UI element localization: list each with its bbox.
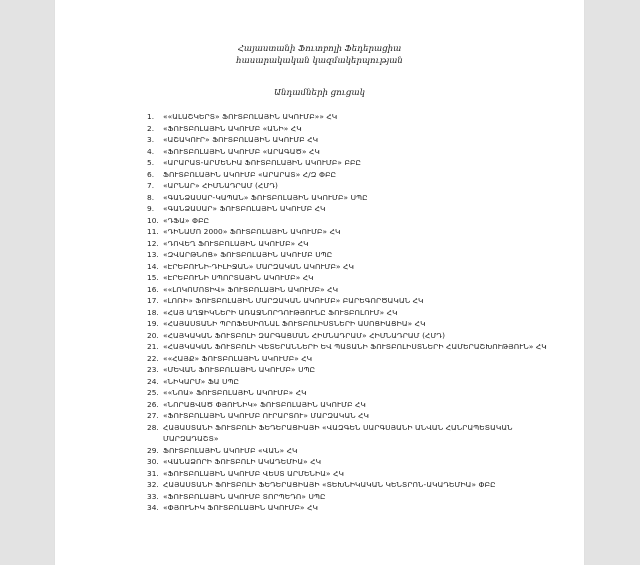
list-item	[147, 376, 557, 388]
item-number: 19.	[147, 319, 159, 328]
item-text: ««ՆՈԱ» ՖՈՒՏԲՈԼԱՅԻՆ ԱԿՈՒՄԲ» ՀԿ	[163, 388, 307, 397]
item-text: «ՖՈՒՏԲՈԼԱՅԻՆ ԱԿՈՒՄԲ «ԱՆԻ» ՀԿ	[163, 123, 302, 133]
list-item	[147, 169, 557, 181]
item-text: «ՀԱՅԱՍՏԱՆԻ ՊՐՈՖԵՍԻՈՆԱԼ ՖՈՒՏԲՈԼԻՍՏՆԵՐԻ ԱՍՈՑԻԱՑԻԱ» ՀԿ	[163, 319, 426, 328]
item-text: «ԷՐԵԲՈՒՆԻ-ԴԻԼԻՋԱՆ» ՄԱՐԶԱԿԱՆ ԱԿՈՒՄԲ» ՀԿ	[163, 261, 354, 271]
item-number: 34.	[147, 503, 159, 512]
item-number: 4.	[147, 146, 155, 156]
document-page	[55, 0, 584, 565]
item-number: 12.	[147, 238, 159, 248]
item-text: «ԷՐԵԲՈՒՆԻ ՍՊՈՐՏԱՅԻՆ ԱԿՈՒՄԲ» ՀԿ	[163, 273, 314, 282]
list-item	[147, 192, 557, 204]
item-number: 23.	[147, 365, 159, 374]
item-number: 6.	[147, 169, 155, 179]
list-item	[147, 238, 557, 250]
list-item	[147, 295, 557, 307]
list-item	[147, 307, 557, 319]
item-number: 25.	[147, 388, 159, 397]
list-item	[147, 272, 557, 284]
item-text: «ՖՈՒՏԲՈԼԱՅԻՆ ԱԿՈՒՄԲ ՎԵՍՏ ԱՐՄԵՆԻԱ» ՀԿ	[163, 468, 344, 478]
list-item	[147, 422, 557, 445]
list-item	[147, 318, 557, 330]
item-number: 14.	[147, 261, 159, 271]
item-number: 17.	[147, 296, 159, 305]
item-text: «ՄԵՎԱՆ ՖՈՒՏԲՈԼԱՅԻՆ ԱԿՈՒՄԲ» ՍՊԸ	[163, 365, 316, 374]
header-line-1: Հայաստանի Ֆուտբոլի Ֆեդերացիա	[237, 44, 402, 54]
list-item	[147, 399, 557, 411]
item-number: 8.	[147, 192, 155, 202]
member-list	[147, 111, 557, 514]
item-number: 20.	[147, 330, 159, 340]
item-number: 2.	[147, 123, 155, 133]
list-item	[147, 353, 557, 365]
list-item	[147, 215, 557, 227]
list-item	[147, 445, 557, 457]
list-item	[147, 502, 557, 514]
list-item	[147, 146, 557, 158]
list-item	[147, 479, 557, 491]
item-number: 11.	[147, 227, 159, 236]
item-number: 33.	[147, 491, 159, 501]
item-text: «ՀԱՅԿԱԿԱՆ ՖՈՒՏԲՈԼԻ ՎԵՏԵՐԱՆՆԵՐԻ ԵՎ ՊԱՏԱՆԻ ՖՈՒՏԲՈԼԻՍՏՆԵՐԻ ՀԱՄԵՐԱՇԽՈՒԹՅՈՒՆ» ՀԿ	[163, 342, 547, 351]
item-text: «ՓՅՈՒՆԻԿ ՖՈՒՏԲՈԼԱՅԻՆ ԱԿՈՒՄԲ» ՀԿ	[163, 503, 318, 512]
item-text: «ԶՎԱՐԹՆՈՑ» ՖՈՒՏԲՈԼԱՅԻՆ ԱԿՈՒՄԲ ՍՊԸ	[163, 250, 333, 259]
list-item	[147, 180, 557, 192]
item-number: 31.	[147, 468, 159, 478]
item-number: 21.	[147, 342, 159, 351]
item-number: 3.	[147, 135, 155, 144]
item-text: «ՖՈՒՏԲՈԼԱՅԻՆ ԱԿՈՒՄԲ «ԱՐԱԳԱԾ» ՀԿ	[163, 146, 320, 156]
list-item	[147, 157, 557, 169]
list-item	[147, 111, 557, 123]
item-text: «ՀԱՅԿԱԿԱՆ ՖՈՒՏԲՈԼԻ ԶԱՐԳԱՑՄԱՆ ՀԻՄՆԱԴՐԱՄ» ՀԻՄՆԱԴՐԱՄ (ՀՄԴ)	[163, 330, 446, 340]
list-item	[147, 491, 557, 503]
list-item	[147, 284, 557, 296]
list-item	[147, 364, 557, 376]
item-text: ՀԱՅԱՍՏԱՆԻ ՖՈՒՏԲՈԼԻ ՖԵԴԵՐԱՑԻԱՅԻ «ՏԵԽՆԻԿԱԿԱՆ ԿԵՆՏՐՈՆ-ԱԿԱԴԵՄԻԱ» ՓԲԸ	[163, 480, 496, 489]
item-text: «ԱՇԱԿՈՒՐ» ՖՈՒՏԲՈԼԱՅԻՆ ԱԿՈՒՄԲ ՀԿ	[163, 135, 319, 144]
list-item	[147, 387, 557, 399]
item-number: 1.	[147, 112, 155, 121]
item-text: ««ԼՈԿՈՄՈՏԻՎ» ՖՈՒՏԲՈԼԱՅԻՆ ԱԿՈՒՄԲ» ՀԿ	[163, 284, 339, 294]
list-item	[147, 123, 557, 135]
item-number: 22.	[147, 353, 159, 363]
item-text: ՀԱՅԱՍՏԱՆԻ ՖՈՒՏԲՈԼԻ ՖԵԴԵՐԱՑԻԱՅԻ «ՎԱԶԳԵՆ ՍԱՐԳՍՅԱՆԻ ԱՆՎԱՆ ՀԱՆՐԱՊԵՏԱԿԱՆ ՄԱՐԶԱԴԱՇՏ»	[163, 422, 513, 443]
item-number: 16.	[147, 284, 159, 294]
item-number: 5.	[147, 158, 155, 167]
item-text: «ՀԱՅ ԱՂՋԻԿՆԵՐԻ ԱՌԱՋՆՈՐԴՈՒԹՅՈՒՆԸ ՖՈՒՏԲՈԼՈՒՄ» ՀԿ	[163, 307, 398, 317]
item-text: ՖՈՒՏԲՈԼԱՅԻՆ ԱԿՈՒՄԲ «ԱՐԱՐԱՏ» Հ/Զ ՓԲԸ	[163, 169, 337, 179]
item-number: 24.	[147, 376, 159, 386]
item-text: «ԴՖԱ» ՓԲԸ	[163, 215, 210, 225]
list-title: Անդամների ցուցակ	[274, 88, 365, 98]
item-text: «ԳԱՆՁԱՍԱՐ-ԿԱՊԱՆ» ՖՈՒՏԲՈԼԱՅԻՆ ԱԿՈՒՄԲ» ՍՊԸ	[163, 192, 368, 202]
item-number: 29.	[147, 445, 159, 455]
item-text: «ՎԱՆԱՁՈՐԻ ՖՈՒՏԲՈԼԻ ԱԿԱԴԵՄԻԱ» ՀԿ	[163, 457, 322, 466]
item-number: 26.	[147, 399, 159, 409]
item-text: «ՆՈՐԱՑՎԱԾ ՓՅՈՒՆԻԿ» ՖՈՒՏԲՈԼԱՅԻՆ ԱԿՈՒՄԲ ՀԿ	[163, 399, 366, 409]
item-text: ՖՈՒՏԲՈԼԱՅԻՆ ԱԿՈՒՄԲ «ՎԱՆ» ՀԿ	[163, 445, 298, 455]
item-text: «ՆԻԿԱՐՄ» ՖԱ ՍՊԸ	[163, 376, 240, 386]
item-text: «ՖՈՒՏԲՈԼԱՅԻՆ ԱԿՈՒՄԲ ՈՒՐԱՐՏՈՒ» ՄԱՐԶԱԿԱՆ ՀԿ	[163, 411, 370, 420]
item-number: 13.	[147, 250, 159, 259]
item-text: «ՖՈՒՏԲՈԼԱՅԻՆ ԱԿՈՒՄԲ ՏՈՐՊԵԴՈ» ՍՊԸ	[163, 491, 326, 501]
item-text: ««ՀԱՅՔ» ՖՈՒՏԲՈԼԱՅԻՆ ԱԿՈՒՄԲ» ՀԿ	[163, 353, 313, 363]
item-text: «ԴՈՎԵՂ ՖՈՒՏԲՈԼԱՅԻՆ ԱԿՈՒՄԲ» ՀԿ	[163, 238, 309, 248]
item-text: «ԱՐՆԱՐ» ՀԻՄՆԱԴՐԱՄ (ՀՄԴ)	[163, 181, 278, 190]
list-item	[147, 341, 557, 353]
list-item	[147, 134, 557, 146]
list-item	[147, 261, 557, 273]
item-number: 7.	[147, 181, 155, 190]
list-item	[147, 456, 557, 468]
item-number: 27.	[147, 411, 159, 420]
item-number: 10.	[147, 215, 159, 225]
item-text: «ԴԻՆԱՄՈ 2000» ՖՈՒՏԲՈԼԱՅԻՆ ԱԿՈՒՄԲ» ՀԿ	[163, 227, 341, 236]
list-item	[147, 203, 557, 215]
list-item	[147, 330, 557, 342]
list-item	[147, 410, 557, 422]
list-item	[147, 468, 557, 480]
item-text: «ԳԱՆՁԱՍԱՐ» ՖՈՒՏԲՈԼԱՅԻՆ ԱԿՈՒՄԲ ՀԿ	[163, 204, 326, 213]
item-text: «ԼՈՌԻ» ՖՈՒՏԲՈԼԱՅԻՆ ՄԱՐԶԱԿԱՆ ԱԿՈՒՄԲ» ԲԱՐԵԳՈՐԾԱԿԱՆ ՀԿ	[163, 296, 424, 305]
header-line-2: հասարակական կազմակերպության	[236, 56, 403, 66]
list-item	[147, 226, 557, 238]
item-text: «ԱՐԱՐԱՏ-ԱՐՄԵՆԻԱ ՖՈՒՏԲՈԼԱՅԻՆ ԱԿՈՒՄԲ» ԲԲԸ	[163, 158, 361, 167]
item-number: 15.	[147, 273, 159, 282]
item-number: 30.	[147, 457, 159, 466]
item-text: ««ԱԼԱՇԿԵՐՏ» ՖՈՒՏԲՈԼԱՅԻՆ ԱԿՈՒՄԲ»» ՀԿ	[163, 112, 338, 121]
list-item	[147, 249, 557, 261]
item-number: 32.	[147, 480, 159, 489]
item-number: 18.	[147, 307, 159, 317]
item-number: 28.	[147, 422, 159, 432]
item-number: 9.	[147, 204, 155, 213]
